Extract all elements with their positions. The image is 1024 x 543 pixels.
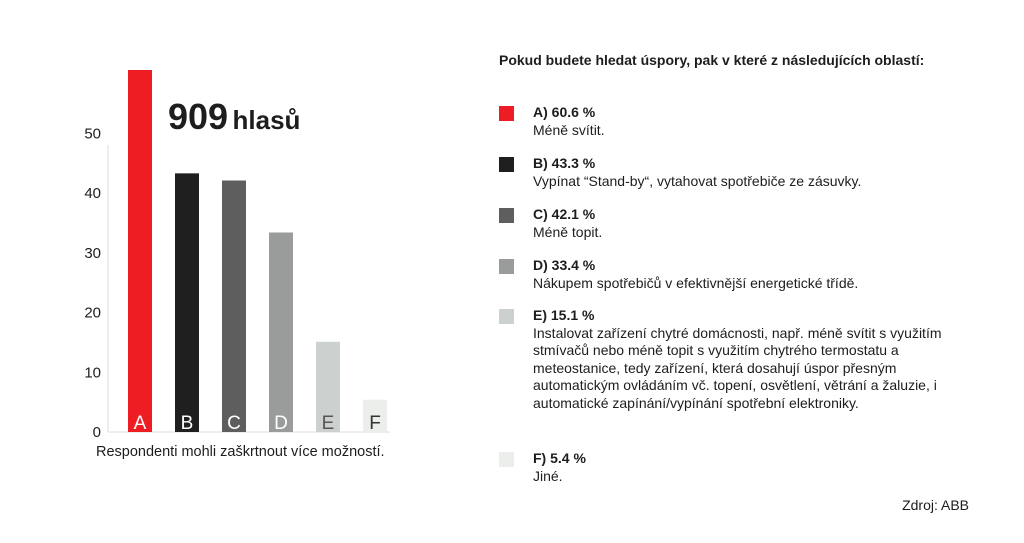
y-tick-label-10: 10	[84, 364, 101, 382]
legend-head-e: E) 15.1 %	[533, 307, 595, 323]
votes-number: 909	[168, 96, 229, 137]
legend-item-d	[499, 257, 959, 292]
chart-note: Respondenti mohli zaškrtnout více možností.	[96, 444, 385, 460]
legend-desc-f: Jiné.	[533, 467, 563, 484]
legend-desc-e: Instalovat zařízení chytré domácnosti, např. méně svítit s využitím stmívačů nebo méně topit s využitím chytrého termostatu a meteostanice, tedy zařízení, která dosahují úspor přesným automatickým ovládáním vč. topení, osvětlení, větrání a žaluzie, i automatické zapínání/vypínání spotřební elektroniky.	[533, 324, 942, 411]
bar-label-b: B	[180, 413, 194, 434]
legend-swatch-d	[499, 259, 514, 274]
legend-swatch-e	[499, 309, 514, 324]
legend-swatch-c	[499, 208, 514, 223]
legend-desc-b: Vypínat “Stand-by“, vytahovat spotřebiče ze zásuvky.	[533, 172, 862, 189]
legend-head-d: D) 33.4 %	[533, 257, 596, 273]
y-tick-label-20: 20	[84, 304, 101, 322]
legend-desc-a: Méně svítit.	[533, 121, 605, 138]
bar-label-f: F	[369, 413, 381, 434]
bar-label-d: D	[274, 413, 288, 434]
bar-c	[222, 181, 246, 432]
legend-item-b	[499, 155, 959, 190]
source-label: Zdroj: ABB	[902, 497, 969, 513]
legend-head-f: F) 5.4 %	[533, 450, 586, 466]
votes-count	[168, 96, 300, 138]
legend-head-a: A) 60.6 %	[533, 104, 596, 120]
y-tick-label-40: 40	[84, 185, 101, 203]
legend-item-a	[499, 104, 959, 139]
legend-head-b: B) 43.3 %	[533, 155, 596, 171]
bar-a	[128, 70, 152, 432]
bar-d	[269, 232, 293, 432]
bar-chart	[0, 0, 490, 470]
votes-word: hlasů	[232, 105, 301, 135]
chart-title: Pokud budete hledat úspory, pak v které z následujících oblastí:	[499, 52, 925, 68]
y-tick-label-30: 30	[84, 244, 101, 262]
legend-desc-d: Nákupem spotřebičů v efektivnější energetické třídě.	[533, 274, 859, 291]
y-tick-label-50: 50	[84, 125, 101, 143]
legend-item-f	[499, 450, 959, 485]
bar-b	[175, 173, 199, 432]
bar-label-a: A	[133, 413, 147, 434]
bar-label-e: E	[321, 413, 335, 434]
legend-swatch-f	[499, 452, 514, 467]
legend-item-e	[499, 307, 959, 412]
y-tick-labels	[84, 125, 101, 441]
y-tick-label-0: 0	[92, 424, 101, 441]
legend-head-c: C) 42.1 %	[533, 206, 596, 222]
bar-label-c: C	[227, 413, 241, 434]
legend-desc-c: Méně topit.	[533, 223, 603, 240]
legend-swatch-a	[499, 106, 514, 121]
legend-item-c	[499, 206, 959, 241]
legend-swatch-b	[499, 157, 514, 172]
